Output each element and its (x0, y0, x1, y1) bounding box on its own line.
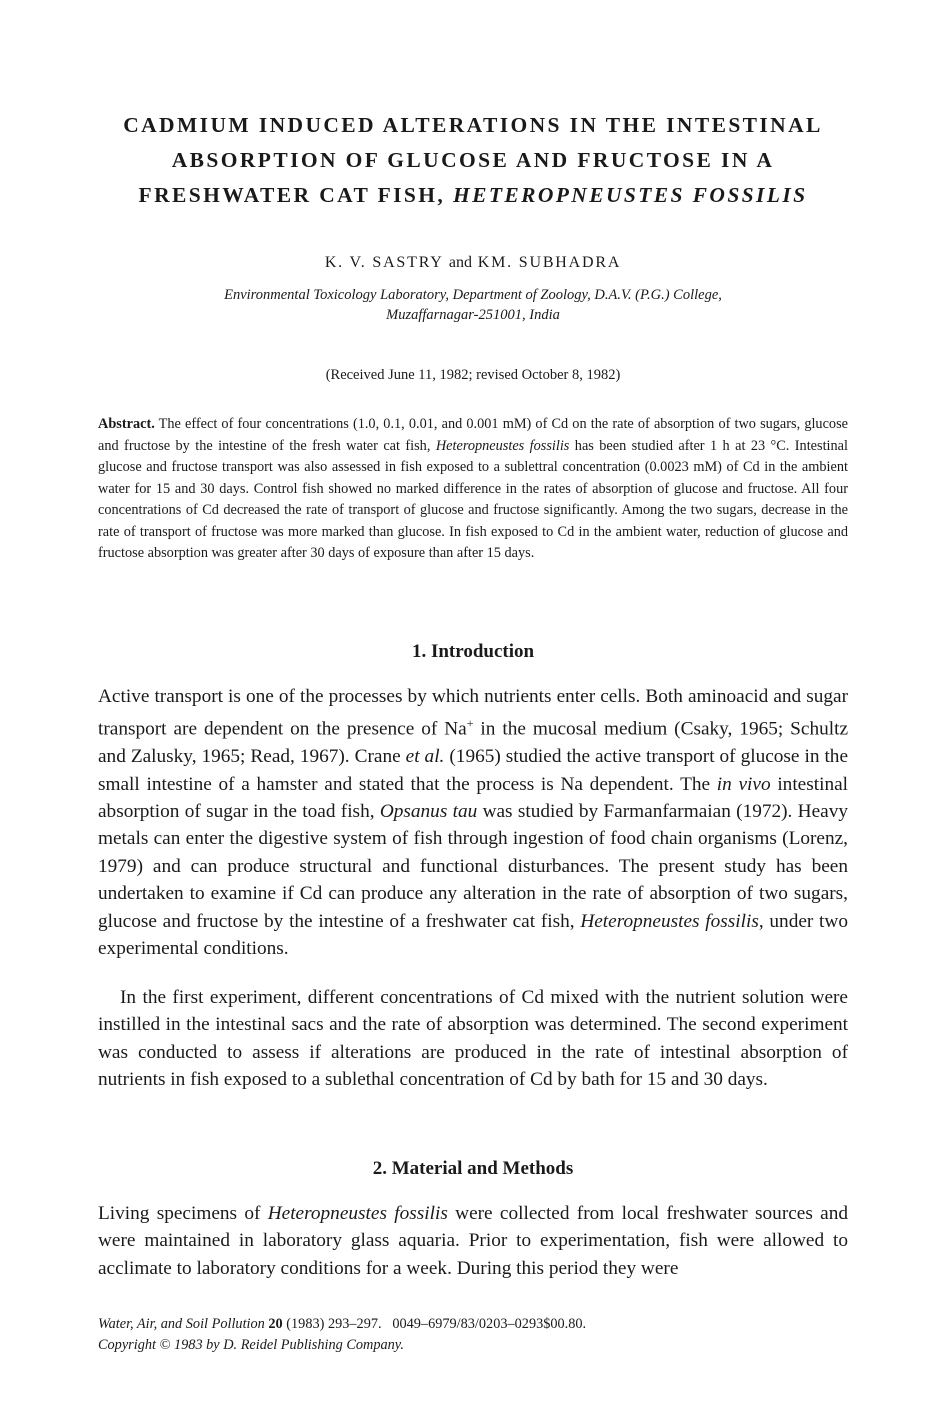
author-2: KM. SUBHADRA (477, 254, 622, 271)
intro-p1-text-d: intestinal absorption of sugar in the toad fish, (98, 773, 849, 823)
author-1: K. V. SASTRY (324, 254, 444, 271)
methods-heading: 2. Material and Methods (372, 1158, 574, 1179)
journal-pages: (1983) 293–297. (282, 1316, 382, 1332)
article-code: 0049–6979/83/0203–0293$00.80. (392, 1316, 587, 1332)
methods-text-b: were collected from local freshwater sources and were maintained in laboratory glass aquaria. Prior to experimentation, fish were allowed to acclimate to laboratory conditions for a week. During this period they were (98, 1203, 848, 1279)
author-list (0, 254, 946, 272)
title-line-3: FRESHWATER CAT FISH, (138, 183, 453, 207)
page-footer (98, 1314, 586, 1356)
journal-name: Water, Air, and Soil Pollution (98, 1316, 265, 1332)
journal-volume: 20 (268, 1316, 283, 1332)
affiliation-line-2: Muzaffarnagar-251001, India (386, 307, 560, 323)
title-line-2: ABSORPTION OF GLUCOSE AND FRUCTOSE IN A (171, 148, 775, 172)
abstract-text-a: The effect of four concentrations (1.0, 0.1, 0.01, and 0.001 mM) of Cd on the rate of absorption of two sugars, glucose and fructose by the intestine of the fresh water cat fish, (98, 416, 848, 454)
abstract-text-b: has been studied after 1 h at 23 °C. Intestinal glucose and fructose transport was also assessed in fish exposed to a sublettral concentration (0.0023 mM) of Cd in the ambient water for 15 and 30 days. Control fish showed no marked difference in the rates of absorption of glucose and fructose. All four concentrations of Cd decreased the rate of transport of glucose and fructose significantly. Among the two sugars, decrease in the rate of transport of fructose was more marked than glucose. In fish exposed to Cd in the ambient water, reduction of glucose and fructose absorption was greater after 30 days of exposure than after 15 days. (98, 437, 848, 561)
intro-p1-text-f: , under two experimental conditions. (98, 910, 848, 960)
et-al: et al. (405, 746, 445, 768)
intro-p1-text-e: was studied by Farmanfarmaian (1972). Heavy metals can enter the digestive system of fish through ingestion of food chain organisms (Lorenz, 1979) and can produce structural and functional disturbances. The present study has been undertaken to examine if Cd can produce any alteration in the rate of absorption of two sugars, glucose and fructose by the intestine of a freshwater cat fish, (98, 801, 848, 932)
title-species: HETEROPNEUSTES FOSSILIS (452, 183, 808, 207)
intro-p1-text-c: (1965) studied the active transport of glucose in the small intestine of a hamster and stated that the process is Na dependent. The (98, 746, 849, 795)
copyright-line: Copyright © 1983 by D. Reidel Publishing Company. (98, 1337, 404, 1353)
sodium-superscript: + (466, 716, 474, 731)
intro-p1-text-b: in the mucosal medium (Csaky, 1965; Schultz and Zalusky, 1965; Read, 1967). Crane (98, 718, 848, 768)
intro-p1-text-a: Active transport is one of the processes by which nutrients enter cells. Both aminoacid and sugar transport are dependent on the presence of Na (98, 686, 848, 740)
intro-paragraph-1 (98, 683, 848, 962)
author-conjunction: and (448, 254, 472, 271)
abstract-species: Heteropneustes fossilis (435, 437, 570, 454)
title-line-1: CADMIUM INDUCED ALTERATIONS IN THE INTESTINAL (123, 113, 823, 137)
intro-paragraph-2: In the first experiment, different concentrations of Cd mixed with the nutrient solution were instilled in the intestinal sacs and the rate of absorption was determined. The second experiment was conducted to assess if alterations are produced in the rate of intestinal absorption of nutrients in fish exposed to a sublethal concentration of Cd by bath for 15 and 30 days. (98, 987, 848, 1091)
paper-title (60, 108, 886, 213)
abstract (98, 414, 848, 565)
methods-text-a: Living specimens of (98, 1203, 268, 1224)
species-heteropneustes: Heteropneustes fossilis (580, 910, 759, 932)
methods-paragraph-1 (98, 1200, 848, 1282)
abstract-label: Abstract. (98, 416, 155, 432)
species-opsanus: Opsanus tau (379, 801, 478, 823)
affiliation-line-1: Environmental Toxicology Laboratory, Department of Zoology, D.A.V. (P.G.) College, (224, 287, 722, 303)
in-vivo: in vivo (716, 773, 771, 795)
introduction-heading: 1. Introduction (411, 641, 535, 662)
received-dates: (Received June 11, 1982; revised October 8, 1982) (325, 367, 621, 383)
affiliation (80, 285, 866, 325)
methods-species: Heteropneustes fossilis (267, 1203, 448, 1224)
